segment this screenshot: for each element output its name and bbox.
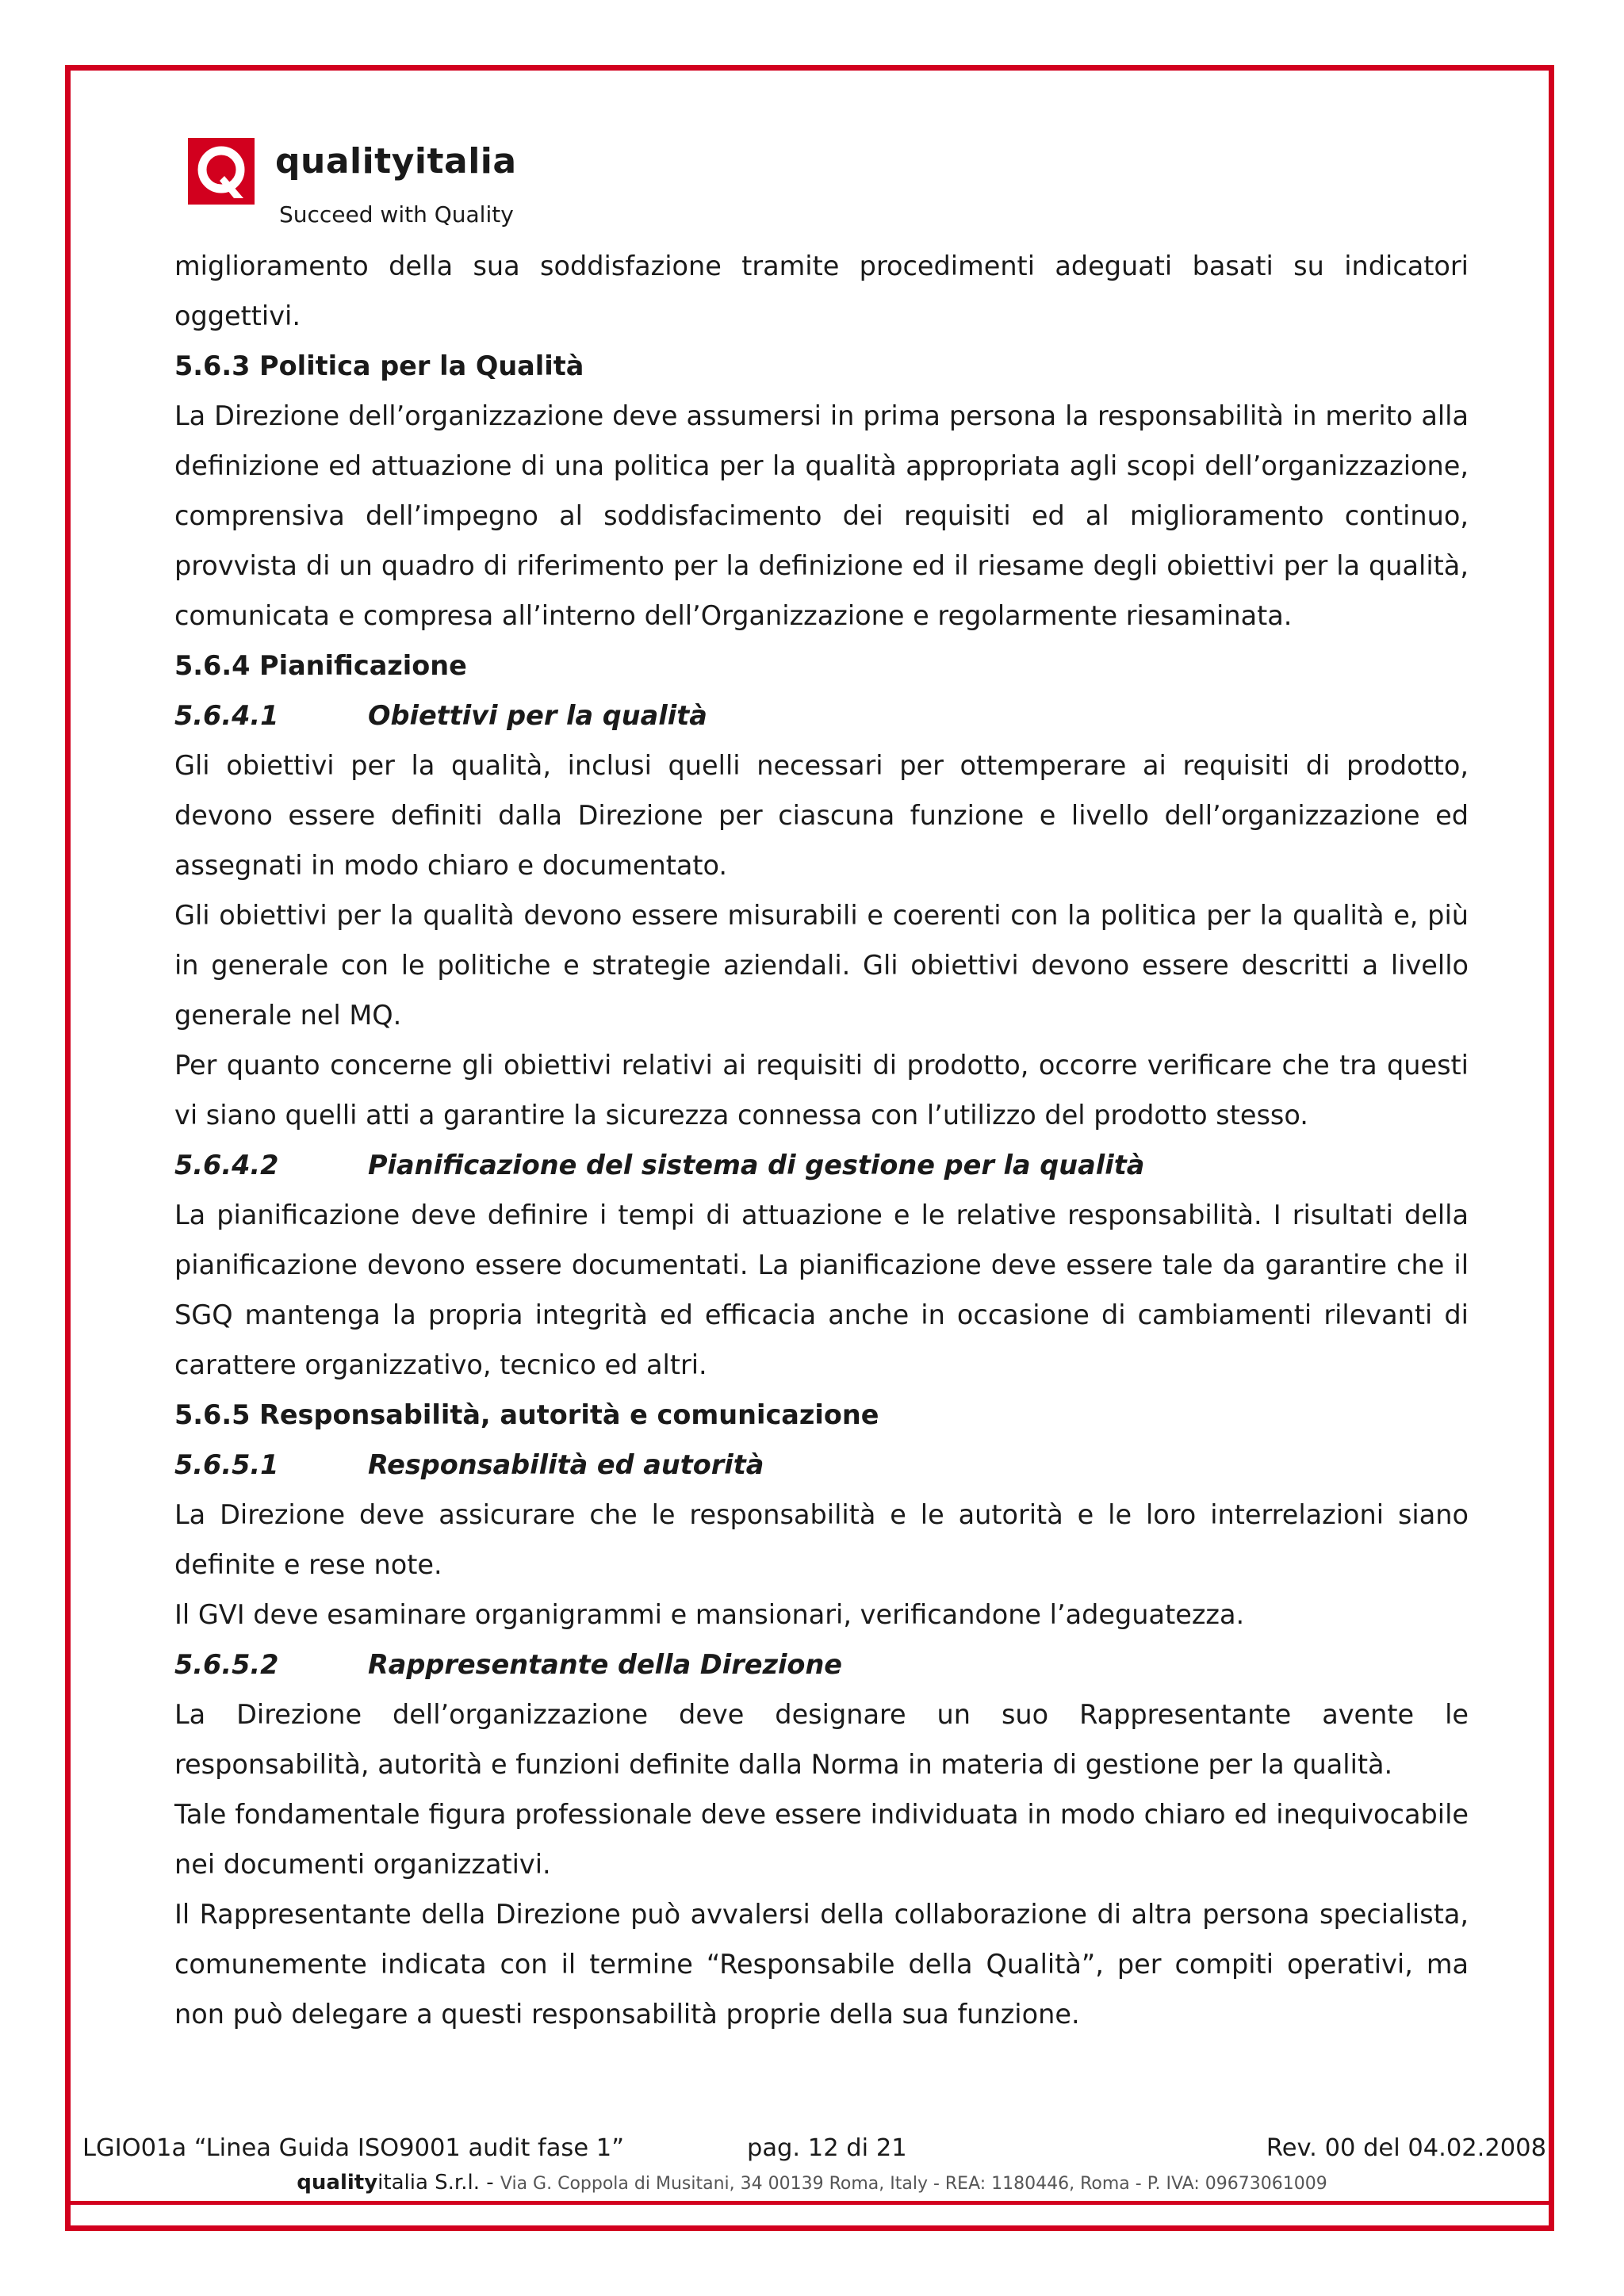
footer-revision: Rev. 00 del 04.02.2008 — [1266, 2134, 1546, 2162]
section-heading-5-6-5: 5.6.5 Responsabilità, autorità e comunicazione — [174, 1399, 879, 1430]
paragraph: Gli obiettivi per la qualità, inclusi quelli necessari per ottemperare ai requisiti di prodotto, devono essere definiti dalla Direzione per ciascuna funzione e livello dell’organizzazione ed assegnati in modo chiaro e documentato. — [174, 750, 1469, 881]
subsection-heading-5-6-4-2 — [174, 1140, 1469, 1190]
footer-doc-reference: LGIO01a “Linea Guida ISO9001 audit fase 1” — [82, 2134, 624, 2162]
subsection-title: Pianificazione del sistema di gestione per la qualità — [368, 1150, 1145, 1181]
subsection-number: 5.6.5.1 — [174, 1449, 279, 1480]
paragraph: miglioramento della sua soddisfazione tramite procedimenti adeguati basati su indicatori oggettivi. — [174, 251, 1469, 331]
footer-company-info — [0, 2171, 1624, 2195]
footer-page-number: pag. 12 di 21 — [747, 2134, 907, 2162]
subsection-number: 5.6.4.2 — [174, 1150, 279, 1181]
footer-company-name-bold: quality — [297, 2171, 378, 2195]
subsection-title: Rappresentante della Direzione — [368, 1649, 843, 1680]
subsection-number: 5.6.4.1 — [174, 700, 279, 731]
footer-address: Via G. Coppola di Musitani, 34 00139 Roma, Italy - REA: 1180446, Roma - P. IVA: 09673061009 — [500, 2174, 1327, 2194]
section-heading-5-6-4: 5.6.4 Pianificazione — [174, 650, 467, 681]
section-heading-5-6-3: 5.6.3 Politica per la Qualità — [174, 350, 584, 381]
subsection-number: 5.6.5.2 — [174, 1649, 279, 1680]
paragraph: Tale fondamentale figura professionale deve essere individuata in modo chiaro ed inequivocabile nei documenti organizzativi. — [174, 1799, 1469, 1880]
paragraph: La Direzione dell’organizzazione deve assumersi in prima persona la responsabilità in merito alla definizione ed attuazione di una politica per la qualità appropriata agli scopi dell’organizzazione, comprensiva dell’impegno al soddisfacimento dei requisiti ed al miglioramento continuo, provvista di un quadro di riferimento per la definizione ed il riesame degli obiettivi per la qualità, comunicata e compresa all’interno dell’Organizzazione e regolarmente riesaminata. — [174, 400, 1469, 631]
subsection-heading-5-6-5-2 — [174, 1640, 1469, 1689]
subsection-title: Obiettivi per la qualità — [368, 700, 707, 731]
paragraph: La Direzione deve assicurare che le responsabilità e le autorità e le loro interrelazioni siano definite e rese note. — [174, 1499, 1469, 1580]
paragraph: Per quanto concerne gli obiettivi relativi ai requisiti di prodotto, occorre verificare che tra questi vi siano quelli atti a garantire la sicurezza connessa con l’utilizzo del prodotto stesso. — [174, 1050, 1469, 1131]
subsection-heading-5-6-4-1 — [174, 691, 1469, 740]
subsection-title: Responsabilità ed autorità — [368, 1449, 764, 1480]
paragraph: Gli obiettivi per la qualità devono essere misurabili e coerenti con la politica per la qualità e, più in generale con le politiche e strategie aziendali. Gli obiettivi devono essere descritti a livello generale nel MQ. — [174, 900, 1469, 1031]
subsection-heading-5-6-5-1 — [174, 1440, 1469, 1490]
document-body — [174, 241, 1469, 2039]
paragraph: La pianificazione deve definire i tempi di attuazione e le relative responsabilità. I risultati della pianificazione devono essere documentati. La pianificazione deve essere tale da garantire che il SGQ mantenga la propria integrità ed efficacia anche in occasione di cambiamenti rilevanti di carattere organizzativo, tecnico ed altri. — [174, 1200, 1469, 1380]
footer — [82, 2134, 1546, 2166]
paragraph: Il Rappresentante della Direzione può avvalersi della collaborazione di altra persona specialista, comunemente indicata con il termine “Responsabile della Qualità”, per compiti operativi, ma non può delegare a questi responsabilità proprie della sua funzione. — [174, 1899, 1469, 2030]
logo-q-icon — [188, 138, 255, 205]
paragraph: La Direzione dell’organizzazione deve designare un suo Rappresentante avente le responsabilità, autorità e funzioni definite dalla Norma in materia di gestione per la qualità. — [174, 1699, 1469, 1780]
brand-name: qualityitalia — [275, 141, 517, 182]
brand-tagline: Succeed with Quality — [279, 201, 514, 228]
footer-divider — [65, 2201, 1554, 2205]
footer-company-name: italia S.r.l. - — [377, 2171, 494, 2195]
paragraph: Il GVI deve esaminare organigrammi e mansionari, verificandone l’adeguatezza. — [174, 1599, 1245, 1630]
